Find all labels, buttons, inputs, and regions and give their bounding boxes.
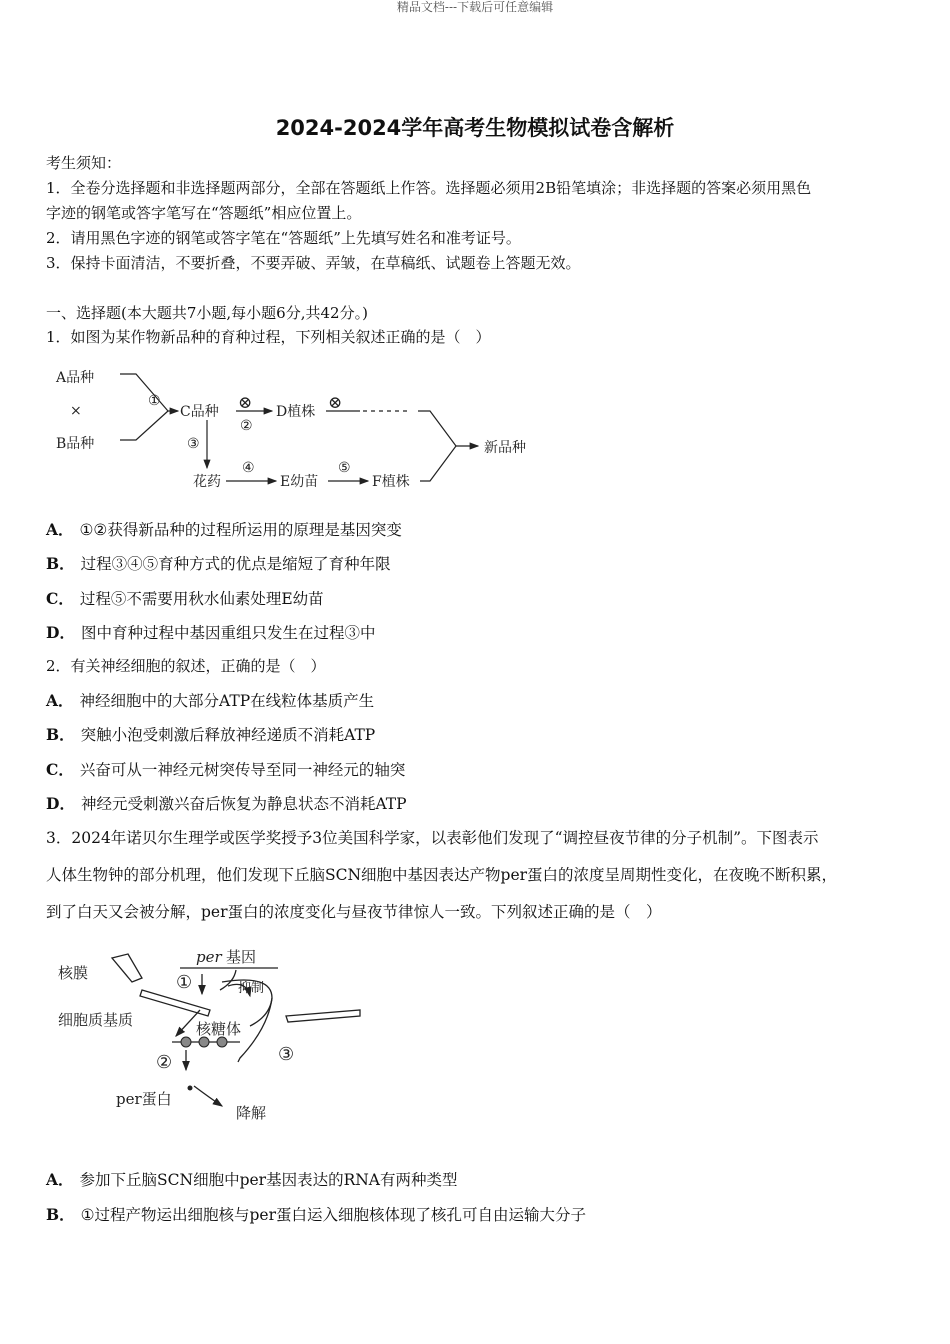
label-f-plant: F植株 <box>372 474 410 490</box>
option-2a[interactable]: A． 神经细胞中的大部分ATP在线粒体基质产生 <box>46 691 375 710</box>
notice-heading: 考生须知： <box>46 154 122 172</box>
page-header: 精品文档---下载后可任意编辑 <box>396 0 554 14</box>
label-step-5: ⑤ <box>338 460 351 476</box>
notice-line: 1．全卷分选择题和非选择题两部分，全部在答题纸上作答。选择题必须用2B铅笔填涂；非选择题的答案必须用黑色 <box>46 179 812 197</box>
notice-line: 3．保持卡面清洁，不要折叠，不要弄破、弄皱，在草稿纸、试题卷上答题无效。 <box>46 254 581 272</box>
option-2b[interactable]: B． 突触小泡受刺激后释放神经递质不消耗ATP <box>46 725 376 744</box>
label-degrade: 降解 <box>236 1104 267 1122</box>
label-per-protein: per蛋白 <box>116 1090 172 1108</box>
label-inhibit: 抑制 <box>238 981 265 996</box>
option-3a[interactable]: A． 参加下丘脑SCN细胞中per基因表达的RNA有两种类型 <box>46 1170 458 1189</box>
option-1b[interactable]: B． 过程③④⑤育种方式的优点是缩短了育种年限 <box>46 554 391 573</box>
option-1d[interactable]: D． 图中育种过程中基因重组只发生在过程③中 <box>46 623 376 642</box>
label-c-variety: C品种 <box>180 404 219 420</box>
question-3-stem: 人体生物钟的部分机理，他们发现下丘脑SCN细胞中基因表达产物per蛋白的浓度呈周期性变化，在夜晚不断积累， <box>46 866 838 884</box>
self-cross-icon: ⊗ <box>238 393 253 413</box>
label-b-variety: B品种 <box>56 436 95 452</box>
circadian-diagram <box>50 938 370 1138</box>
question-2-stem: 2．有关神经细胞的叙述，正确的是（ ） <box>46 657 326 675</box>
label-new-variety: 新品种 <box>484 440 526 456</box>
option-2c[interactable]: C． 兴奋可从一神经元树突传导至同一神经元的轴突 <box>46 760 406 779</box>
label-step-2: ② <box>156 1052 173 1073</box>
label-a-variety: A品种 <box>56 370 95 386</box>
section-heading: 一、选择题(本大题共7小题,每小题6分,共42分。) <box>46 304 368 322</box>
label-gene: 基因 <box>226 948 257 966</box>
option-3b[interactable]: B． ①过程产物运出细胞核与per蛋白运入细胞核体现了核孔可自由运输大分子 <box>46 1205 587 1224</box>
breeding-diagram <box>50 360 550 500</box>
label-step-1: ① <box>176 972 193 993</box>
label-cross: × <box>70 403 82 419</box>
question-3-stem: 到了白天又会被分解，per蛋白的浓度变化与昼夜节律惊人一致。下列叙述正确的是（ ） <box>46 903 662 921</box>
option-2d[interactable]: D． 神经元受刺激兴奋后恢复为静息状态不消耗ATP <box>46 794 407 813</box>
label-step-1: ① <box>148 393 161 409</box>
self-cross-icon: ⊗ <box>328 393 343 413</box>
label-e-seedling: E幼苗 <box>280 474 319 490</box>
label-step-3: ③ <box>278 1044 295 1065</box>
label-step-3: ③ <box>187 436 200 452</box>
question-1-stem: 1．如图为某作物新品种的育种过程，下列相关叙述正确的是（ ） <box>46 328 491 346</box>
label-cytoplasm: 细胞质基质 <box>58 1011 134 1029</box>
page-title: 2024-2024学年高考生物模拟试卷含解析 <box>275 116 675 140</box>
label-step-2: ② <box>240 418 253 434</box>
label-ribosome: 核糖体 <box>196 1020 242 1038</box>
label-d-plant: D植株 <box>276 404 316 420</box>
label-pollen: 花药 <box>193 474 221 490</box>
label-step-4: ④ <box>242 460 255 476</box>
option-1a[interactable]: A． ①②获得新品种的过程所运用的原理是基因突变 <box>46 520 402 539</box>
question-3-stem: 3．2024年诺贝尔生理学或医学奖授予3位美国科学家，以表彰他们发现了“调控昼夜节律的分子机制”。下图表示 <box>46 829 819 847</box>
notice-line: 字迹的钢笔或答字笔写在“答题纸”相应位置上。 <box>46 204 362 222</box>
notice-line: 2．请用黑色字迹的钢笔或答字笔在“答题纸”上先填写姓名和准考证号。 <box>46 229 521 247</box>
option-1c[interactable]: C． 过程⑤不需要用秋水仙素处理E幼苗 <box>46 589 324 608</box>
label-nuclear-membrane: 核膜 <box>58 964 89 982</box>
label-gene-name: per <box>196 948 222 966</box>
